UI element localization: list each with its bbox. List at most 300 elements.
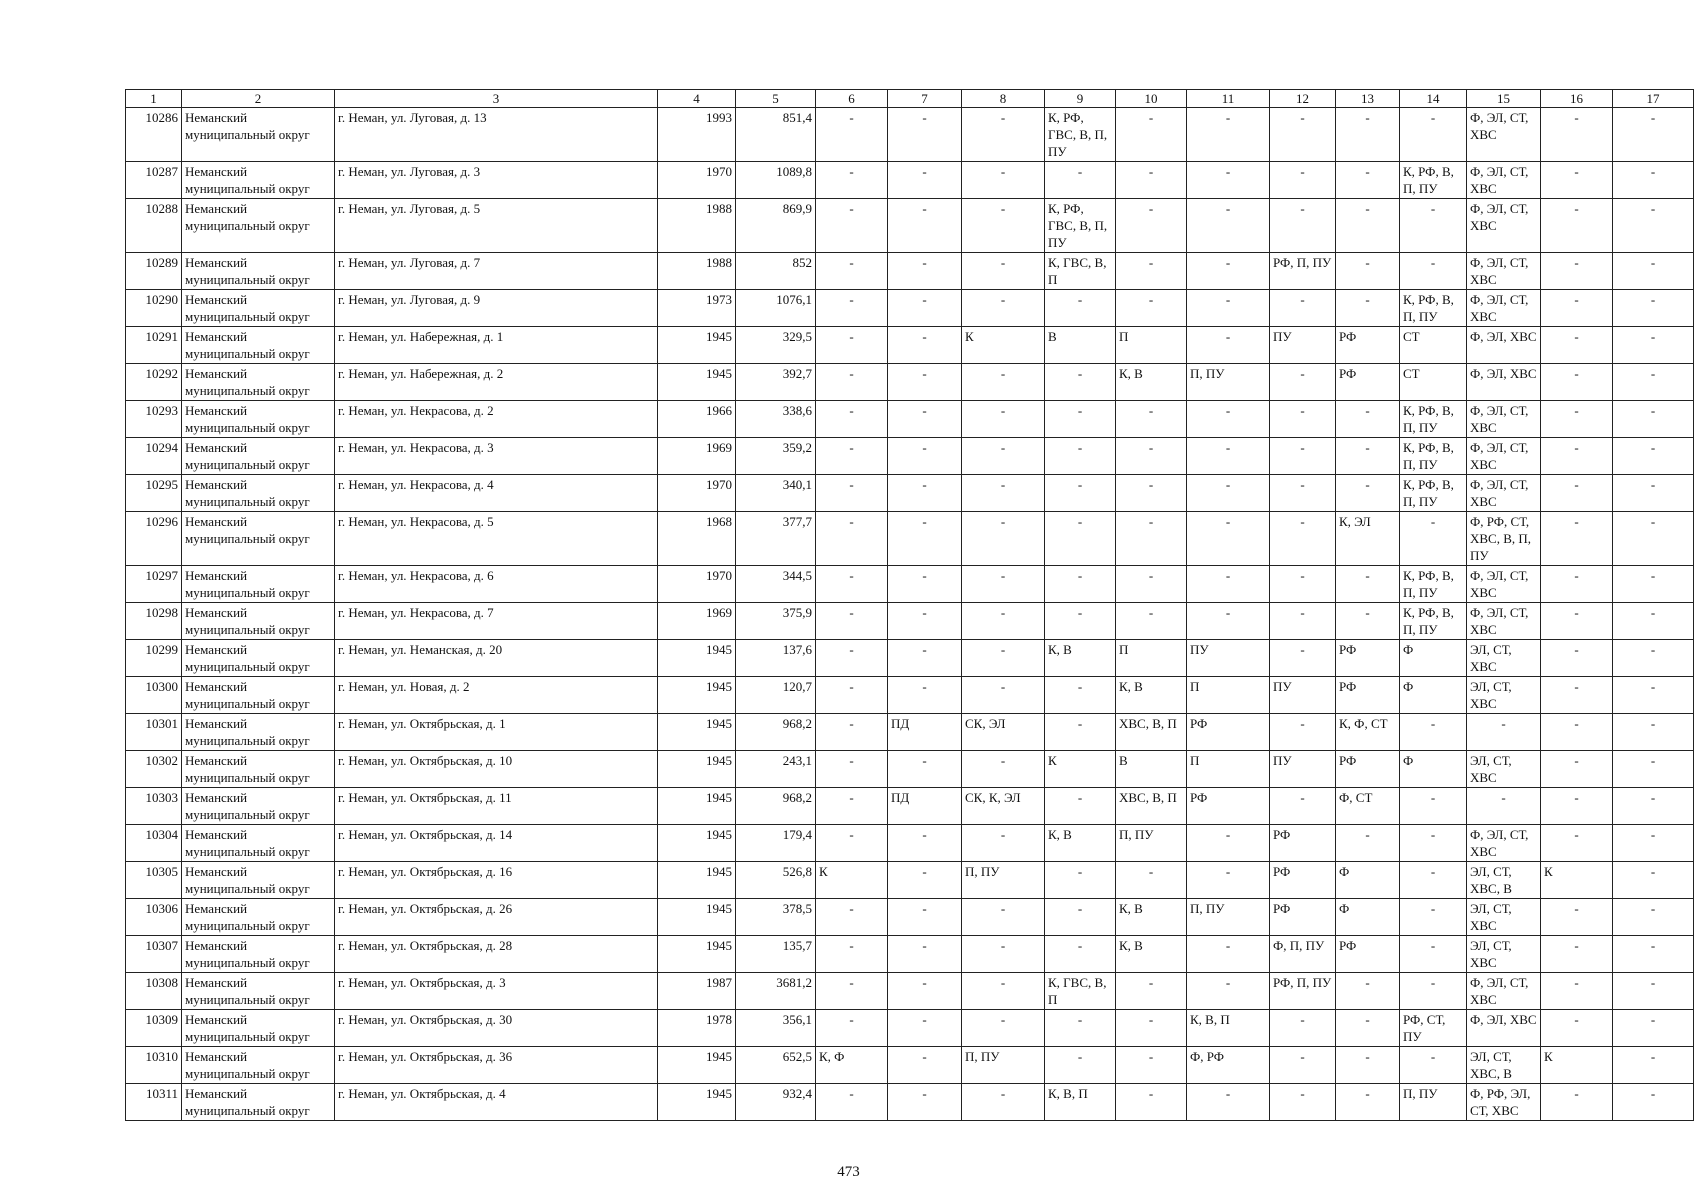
col-8-cell: - (962, 364, 1045, 401)
col-9-cell: К, В, П (1045, 1084, 1116, 1121)
col-12-cell: ПУ (1270, 677, 1336, 714)
col-10-cell: - (1116, 438, 1187, 475)
col-16-cell: - (1541, 1010, 1613, 1047)
col-9-cell: - (1045, 475, 1116, 512)
col-14-cell: П, ПУ (1400, 1084, 1467, 1121)
col-13-cell: - (1336, 1084, 1400, 1121)
col-16-cell: - (1541, 1084, 1613, 1121)
area-cell: 120,7 (736, 677, 816, 714)
col-12-cell: - (1270, 1010, 1336, 1047)
col-12-cell: Ф, П, ПУ (1270, 936, 1336, 973)
col-8-cell: - (962, 253, 1045, 290)
col-15-cell: Ф, РФ, ЭЛ, СТ, ХВС (1467, 1084, 1541, 1121)
col-17-cell: - (1613, 108, 1694, 162)
table-row (126, 788, 1694, 825)
col-13-cell: - (1336, 475, 1400, 512)
address-cell: г. Неман, ул. Октябрьская, д. 10 (335, 751, 658, 788)
col-12-cell: - (1270, 566, 1336, 603)
col-16-cell: К (1541, 862, 1613, 899)
area-cell: 243,1 (736, 751, 816, 788)
col-8-cell: - (962, 199, 1045, 253)
col-17-cell: - (1613, 475, 1694, 512)
col-12-cell: РФ, П, ПУ (1270, 973, 1336, 1010)
col-7-cell: - (888, 253, 962, 290)
col-12-cell: - (1270, 512, 1336, 566)
col-9-cell: - (1045, 603, 1116, 640)
col-15-cell: Ф, ЭЛ, ХВС (1467, 1010, 1541, 1047)
col-6-cell: К, Ф (816, 1047, 888, 1084)
area-cell: 338,6 (736, 401, 816, 438)
col-6-cell: - (816, 199, 888, 253)
column-header-6: 6 (816, 90, 888, 108)
year-built-cell: 1970 (658, 162, 736, 199)
col-16-cell: - (1541, 108, 1613, 162)
col-9-cell: К (1045, 751, 1116, 788)
col-12-cell: - (1270, 714, 1336, 751)
address-cell: г. Неман, ул. Некрасова, д. 3 (335, 438, 658, 475)
municipality-cell: Неманский муниципальный округ (182, 825, 335, 862)
address-cell: г. Неман, ул. Некрасова, д. 2 (335, 401, 658, 438)
area-cell: 869,9 (736, 199, 816, 253)
col-17-cell: - (1613, 253, 1694, 290)
year-built-cell: 1945 (658, 364, 736, 401)
col-9-cell: К, В (1045, 640, 1116, 677)
col-15-cell: ЭЛ, СТ, ХВС, В (1467, 1047, 1541, 1084)
record-number-cell: 10303 (126, 788, 182, 825)
col-16-cell: - (1541, 364, 1613, 401)
col-7-cell: - (888, 1047, 962, 1084)
col-14-cell: Ф (1400, 751, 1467, 788)
municipality-cell: Неманский муниципальный округ (182, 290, 335, 327)
col-10-cell: К, В (1116, 677, 1187, 714)
col-12-cell: - (1270, 290, 1336, 327)
col-7-cell: - (888, 751, 962, 788)
col-15-cell: ЭЛ, СТ, ХВС (1467, 936, 1541, 973)
record-number-cell: 10289 (126, 253, 182, 290)
col-10-cell: К, В (1116, 936, 1187, 973)
col-6-cell: К (816, 862, 888, 899)
col-16-cell: К (1541, 1047, 1613, 1084)
area-cell: 340,1 (736, 475, 816, 512)
municipality-cell: Неманский муниципальный округ (182, 566, 335, 603)
col-16-cell: - (1541, 603, 1613, 640)
col-10-cell: - (1116, 973, 1187, 1010)
col-7-cell: - (888, 327, 962, 364)
col-6-cell: - (816, 677, 888, 714)
col-12-cell: - (1270, 364, 1336, 401)
column-header-17: 17 (1613, 90, 1694, 108)
col-12-cell: РФ (1270, 899, 1336, 936)
col-14-cell: К, РФ, В, П, ПУ (1400, 162, 1467, 199)
col-8-cell: СК, К, ЭЛ (962, 788, 1045, 825)
column-header-12: 12 (1270, 90, 1336, 108)
year-built-cell: 1969 (658, 438, 736, 475)
col-15-cell: Ф, ЭЛ, СТ, ХВС (1467, 566, 1541, 603)
table-row (126, 899, 1694, 936)
col-6-cell: - (816, 327, 888, 364)
table-row (126, 327, 1694, 364)
col-7-cell: - (888, 640, 962, 677)
table-row (126, 1047, 1694, 1084)
col-14-cell: - (1400, 788, 1467, 825)
col-7-cell: - (888, 364, 962, 401)
col-6-cell: - (816, 936, 888, 973)
col-17-cell: - (1613, 788, 1694, 825)
col-15-cell: Ф, ЭЛ, СТ, ХВС (1467, 438, 1541, 475)
area-cell: 392,7 (736, 364, 816, 401)
column-header-11: 11 (1187, 90, 1270, 108)
col-11-cell: - (1187, 512, 1270, 566)
col-13-cell: Ф, СТ (1336, 788, 1400, 825)
col-13-cell: Ф (1336, 899, 1400, 936)
col-15-cell: Ф, ЭЛ, СТ, ХВС (1467, 973, 1541, 1010)
col-15-cell: Ф, ЭЛ, СТ, ХВС (1467, 825, 1541, 862)
table-row (126, 253, 1694, 290)
table-row (126, 199, 1694, 253)
municipality-cell: Неманский муниципальный округ (182, 438, 335, 475)
col-16-cell: - (1541, 566, 1613, 603)
col-11-cell: РФ (1187, 788, 1270, 825)
col-13-cell: - (1336, 108, 1400, 162)
table-row (126, 1010, 1694, 1047)
column-header-9: 9 (1045, 90, 1116, 108)
record-number-cell: 10304 (126, 825, 182, 862)
record-number-cell: 10297 (126, 566, 182, 603)
col-7-cell: - (888, 566, 962, 603)
area-cell: 344,5 (736, 566, 816, 603)
col-11-cell: - (1187, 108, 1270, 162)
column-header-3: 3 (335, 90, 658, 108)
col-10-cell: ХВС, В, П (1116, 788, 1187, 825)
col-12-cell: - (1270, 788, 1336, 825)
column-header-5: 5 (736, 90, 816, 108)
col-15-cell: ЭЛ, СТ, ХВС (1467, 677, 1541, 714)
col-11-cell: - (1187, 936, 1270, 973)
address-cell: г. Неман, ул. Луговая, д. 9 (335, 290, 658, 327)
col-11-cell: - (1187, 199, 1270, 253)
col-17-cell: - (1613, 640, 1694, 677)
col-17-cell: - (1613, 401, 1694, 438)
col-17-cell: - (1613, 862, 1694, 899)
col-12-cell: РФ, П, ПУ (1270, 253, 1336, 290)
municipality-cell: Неманский муниципальный округ (182, 862, 335, 899)
col-9-cell: - (1045, 714, 1116, 751)
col-17-cell: - (1613, 1084, 1694, 1121)
area-cell: 377,7 (736, 512, 816, 566)
address-cell: г. Неман, ул. Октябрьская, д. 14 (335, 825, 658, 862)
municipality-cell: Неманский муниципальный округ (182, 1084, 335, 1121)
col-10-cell: - (1116, 512, 1187, 566)
col-8-cell: П, ПУ (962, 862, 1045, 899)
year-built-cell: 1968 (658, 512, 736, 566)
table-row (126, 566, 1694, 603)
address-cell: г. Неман, ул. Октябрьская, д. 26 (335, 899, 658, 936)
area-cell: 137,6 (736, 640, 816, 677)
col-16-cell: - (1541, 162, 1613, 199)
area-cell: 851,4 (736, 108, 816, 162)
col-11-cell: - (1187, 973, 1270, 1010)
record-number-cell: 10294 (126, 438, 182, 475)
address-cell: г. Неман, ул. Октябрьская, д. 36 (335, 1047, 658, 1084)
column-header-15: 15 (1467, 90, 1541, 108)
municipality-cell: Неманский муниципальный округ (182, 253, 335, 290)
col-13-cell: РФ (1336, 640, 1400, 677)
col-11-cell: - (1187, 162, 1270, 199)
col-15-cell: Ф, ЭЛ, СТ, ХВС (1467, 401, 1541, 438)
municipality-cell: Неманский муниципальный округ (182, 1010, 335, 1047)
col-17-cell: - (1613, 936, 1694, 973)
table-row (126, 401, 1694, 438)
municipality-cell: Неманский муниципальный округ (182, 751, 335, 788)
col-6-cell: - (816, 108, 888, 162)
col-9-cell: - (1045, 899, 1116, 936)
col-9-cell: - (1045, 290, 1116, 327)
table-row (126, 108, 1694, 162)
municipality-cell: Неманский муниципальный округ (182, 1047, 335, 1084)
col-10-cell: - (1116, 603, 1187, 640)
col-16-cell: - (1541, 677, 1613, 714)
col-11-cell: - (1187, 862, 1270, 899)
municipality-cell: Неманский муниципальный округ (182, 640, 335, 677)
address-cell: г. Неман, ул. Набережная, д. 2 (335, 364, 658, 401)
col-9-cell: К, В (1045, 825, 1116, 862)
col-9-cell: - (1045, 364, 1116, 401)
col-14-cell: СТ (1400, 327, 1467, 364)
col-16-cell: - (1541, 290, 1613, 327)
col-9-cell: - (1045, 862, 1116, 899)
col-17-cell: - (1613, 566, 1694, 603)
area-cell: 1089,8 (736, 162, 816, 199)
col-14-cell: - (1400, 973, 1467, 1010)
col-7-cell: ПД (888, 788, 962, 825)
col-17-cell: - (1613, 899, 1694, 936)
col-15-cell: Ф, ЭЛ, СТ, ХВС (1467, 475, 1541, 512)
col-7-cell: - (888, 438, 962, 475)
col-13-cell: - (1336, 199, 1400, 253)
column-header-8: 8 (962, 90, 1045, 108)
col-9-cell: - (1045, 1047, 1116, 1084)
col-16-cell: - (1541, 973, 1613, 1010)
column-header-7: 7 (888, 90, 962, 108)
col-9-cell: К, ГВС, В, П (1045, 973, 1116, 1010)
col-12-cell: - (1270, 1047, 1336, 1084)
col-6-cell: - (816, 512, 888, 566)
col-12-cell: - (1270, 1084, 1336, 1121)
col-8-cell: - (962, 1010, 1045, 1047)
col-8-cell: К (962, 327, 1045, 364)
col-9-cell: - (1045, 1010, 1116, 1047)
col-16-cell: - (1541, 512, 1613, 566)
column-header-1: 1 (126, 90, 182, 108)
col-14-cell: РФ, СТ, ПУ (1400, 1010, 1467, 1047)
area-cell: 359,2 (736, 438, 816, 475)
year-built-cell: 1970 (658, 566, 736, 603)
col-9-cell: К, РФ, ГВС, В, П, ПУ (1045, 199, 1116, 253)
col-12-cell: ПУ (1270, 327, 1336, 364)
address-cell: г. Неман, ул. Некрасова, д. 7 (335, 603, 658, 640)
col-10-cell: - (1116, 862, 1187, 899)
column-number-row (126, 90, 1694, 108)
col-17-cell: - (1613, 714, 1694, 751)
col-14-cell: К, РФ, В, П, ПУ (1400, 290, 1467, 327)
address-cell: г. Неман, ул. Луговая, д. 13 (335, 108, 658, 162)
col-6-cell: - (816, 162, 888, 199)
col-14-cell: К, РФ, В, П, ПУ (1400, 566, 1467, 603)
year-built-cell: 1973 (658, 290, 736, 327)
address-cell: г. Неман, ул. Набережная, д. 1 (335, 327, 658, 364)
record-number-cell: 10310 (126, 1047, 182, 1084)
col-10-cell: - (1116, 475, 1187, 512)
municipality-cell: Неманский муниципальный округ (182, 603, 335, 640)
municipality-cell: Неманский муниципальный округ (182, 401, 335, 438)
address-cell: г. Неман, ул. Луговая, д. 7 (335, 253, 658, 290)
col-17-cell: - (1613, 162, 1694, 199)
col-13-cell: - (1336, 566, 1400, 603)
col-7-cell: - (888, 677, 962, 714)
col-14-cell: К, РФ, В, П, ПУ (1400, 603, 1467, 640)
municipality-cell: Неманский муниципальный округ (182, 199, 335, 253)
table-body (126, 108, 1694, 1121)
col-14-cell: - (1400, 1047, 1467, 1084)
year-built-cell: 1945 (658, 327, 736, 364)
col-15-cell: ЭЛ, СТ, ХВС, В (1467, 862, 1541, 899)
col-8-cell: - (962, 401, 1045, 438)
col-7-cell: - (888, 973, 962, 1010)
table-row (126, 290, 1694, 327)
record-number-cell: 10295 (126, 475, 182, 512)
col-15-cell: ЭЛ, СТ, ХВС (1467, 899, 1541, 936)
col-15-cell: ЭЛ, СТ, ХВС (1467, 640, 1541, 677)
col-10-cell: П, ПУ (1116, 825, 1187, 862)
col-10-cell: - (1116, 566, 1187, 603)
municipality-cell: Неманский муниципальный округ (182, 973, 335, 1010)
table-row (126, 603, 1694, 640)
col-9-cell: - (1045, 936, 1116, 973)
address-cell: г. Неман, ул. Неманская, д. 20 (335, 640, 658, 677)
col-15-cell: Ф, ЭЛ, СТ, ХВС (1467, 108, 1541, 162)
col-16-cell: - (1541, 640, 1613, 677)
address-cell: г. Неман, ул. Октябрьская, д. 3 (335, 973, 658, 1010)
col-13-cell: - (1336, 1047, 1400, 1084)
year-built-cell: 1945 (658, 751, 736, 788)
column-header-2: 2 (182, 90, 335, 108)
year-built-cell: 1969 (658, 603, 736, 640)
col-13-cell: - (1336, 973, 1400, 1010)
col-14-cell: СТ (1400, 364, 1467, 401)
col-7-cell: - (888, 475, 962, 512)
year-built-cell: 1945 (658, 714, 736, 751)
col-7-cell: - (888, 603, 962, 640)
col-16-cell: - (1541, 475, 1613, 512)
col-15-cell: Ф, ЭЛ, ХВС (1467, 364, 1541, 401)
record-number-cell: 10298 (126, 603, 182, 640)
col-17-cell: - (1613, 825, 1694, 862)
col-13-cell: К, Ф, СТ (1336, 714, 1400, 751)
col-14-cell: К, РФ, В, П, ПУ (1400, 475, 1467, 512)
table-row (126, 162, 1694, 199)
col-10-cell: К, В (1116, 364, 1187, 401)
col-7-cell: ПД (888, 714, 962, 751)
col-9-cell: - (1045, 162, 1116, 199)
year-built-cell: 1978 (658, 1010, 736, 1047)
area-cell: 179,4 (736, 825, 816, 862)
year-built-cell: 1945 (658, 936, 736, 973)
col-16-cell: - (1541, 253, 1613, 290)
col-7-cell: - (888, 199, 962, 253)
col-11-cell: П (1187, 751, 1270, 788)
col-9-cell: К, РФ, ГВС, В, П, ПУ (1045, 108, 1116, 162)
col-12-cell: - (1270, 108, 1336, 162)
area-cell: 932,4 (736, 1084, 816, 1121)
col-15-cell: Ф, ЭЛ, ХВС (1467, 327, 1541, 364)
col-11-cell: - (1187, 566, 1270, 603)
col-13-cell: РФ (1336, 751, 1400, 788)
col-11-cell: - (1187, 825, 1270, 862)
col-12-cell: РФ (1270, 862, 1336, 899)
col-13-cell: - (1336, 1010, 1400, 1047)
col-8-cell: - (962, 475, 1045, 512)
year-built-cell: 1945 (658, 640, 736, 677)
area-cell: 378,5 (736, 899, 816, 936)
col-17-cell: - (1613, 290, 1694, 327)
area-cell: 526,8 (736, 862, 816, 899)
area-cell: 1076,1 (736, 290, 816, 327)
year-built-cell: 1945 (658, 677, 736, 714)
col-6-cell: - (816, 899, 888, 936)
address-cell: г. Неман, ул. Некрасова, д. 4 (335, 475, 658, 512)
record-number-cell: 10299 (126, 640, 182, 677)
col-10-cell: - (1116, 199, 1187, 253)
record-number-cell: 10291 (126, 327, 182, 364)
record-number-cell: 10290 (126, 290, 182, 327)
col-11-cell: ПУ (1187, 640, 1270, 677)
col-7-cell: - (888, 162, 962, 199)
area-cell: 652,5 (736, 1047, 816, 1084)
col-7-cell: - (888, 825, 962, 862)
address-cell: г. Неман, ул. Некрасова, д. 5 (335, 512, 658, 566)
municipality-cell: Неманский муниципальный округ (182, 364, 335, 401)
col-6-cell: - (816, 825, 888, 862)
municipality-cell: Неманский муниципальный округ (182, 788, 335, 825)
col-17-cell: - (1613, 603, 1694, 640)
col-13-cell: РФ (1336, 936, 1400, 973)
record-number-cell: 10305 (126, 862, 182, 899)
area-cell: 135,7 (736, 936, 816, 973)
record-number-cell: 10302 (126, 751, 182, 788)
col-11-cell: - (1187, 438, 1270, 475)
col-17-cell: - (1613, 677, 1694, 714)
col-10-cell: П (1116, 327, 1187, 364)
col-9-cell: - (1045, 438, 1116, 475)
municipality-cell: Неманский муниципальный округ (182, 475, 335, 512)
address-cell: г. Неман, ул. Октябрьская, д. 11 (335, 788, 658, 825)
col-15-cell: - (1467, 714, 1541, 751)
record-number-cell: 10293 (126, 401, 182, 438)
record-number-cell: 10288 (126, 199, 182, 253)
area-cell: 968,2 (736, 714, 816, 751)
col-8-cell: - (962, 438, 1045, 475)
col-10-cell: В (1116, 751, 1187, 788)
col-8-cell: П, ПУ (962, 1047, 1045, 1084)
col-11-cell: П, ПУ (1187, 899, 1270, 936)
address-cell: г. Неман, ул. Луговая, д. 5 (335, 199, 658, 253)
area-cell: 375,9 (736, 603, 816, 640)
col-17-cell: - (1613, 1047, 1694, 1084)
col-6-cell: - (816, 973, 888, 1010)
record-number-cell: 10311 (126, 1084, 182, 1121)
col-9-cell: - (1045, 566, 1116, 603)
col-11-cell: РФ (1187, 714, 1270, 751)
